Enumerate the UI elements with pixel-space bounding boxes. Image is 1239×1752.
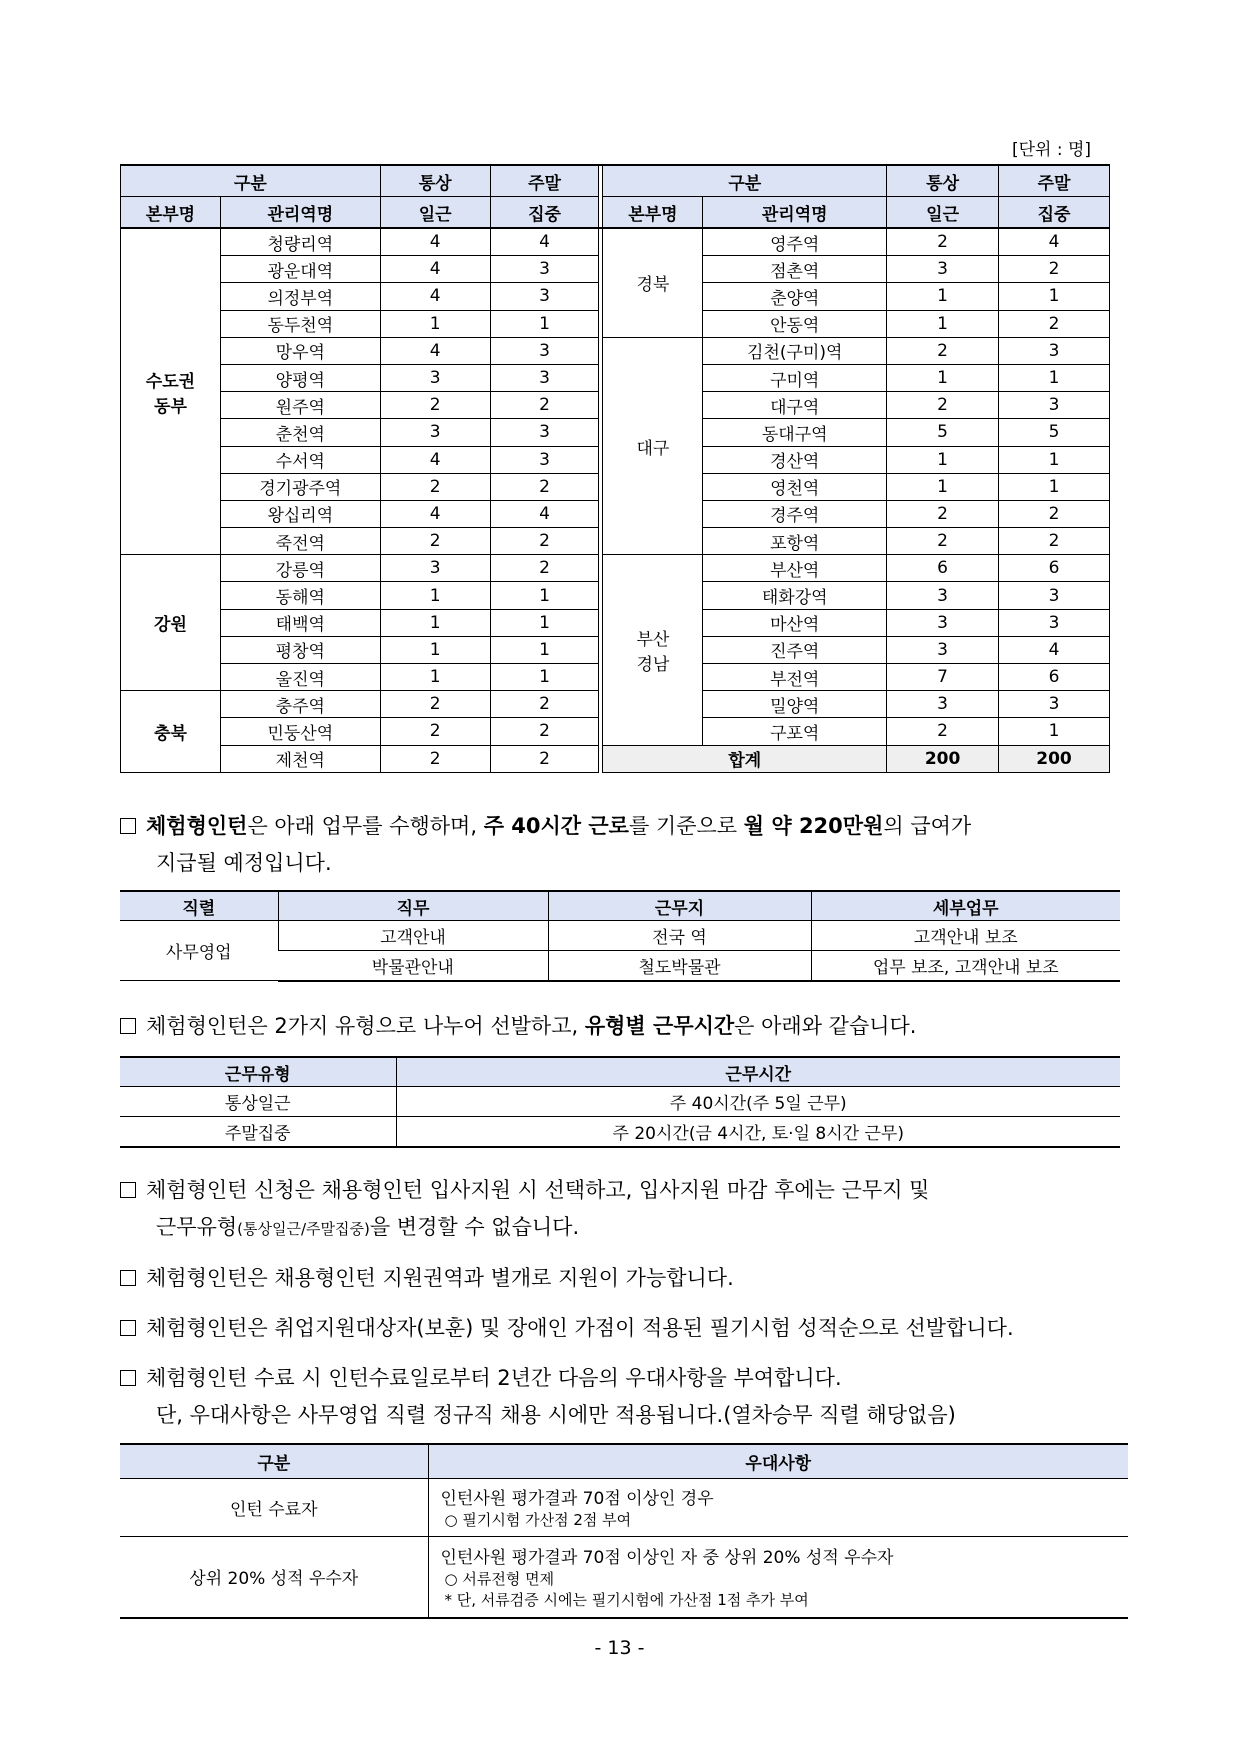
weekend-count-cell: 1	[490, 310, 599, 337]
col-group-header-right: 구분	[603, 165, 887, 197]
hours-time-cell: 주 40시간(주 5일 근무)	[396, 1087, 1120, 1117]
para1-text-4: 를 기준으로	[628, 814, 744, 838]
checkbox-bullet-icon	[120, 1370, 136, 1386]
weekend-count-cell: 3	[999, 582, 1110, 609]
selection-paragraph	[120, 1310, 1014, 1347]
col-station-header: 관리역명	[220, 197, 380, 229]
regular-count-cell: 1	[380, 636, 490, 663]
job-duty-cell: 박물관안내	[278, 951, 548, 981]
table-row	[121, 745, 1110, 772]
para3-text-4: 을 변경할 수 없습니다.	[369, 1215, 580, 1239]
weekend-count-cell: 3	[490, 364, 599, 391]
station-name-cell: 청량리역	[220, 228, 380, 256]
benefit-label-cell: 인턴 수료자	[120, 1478, 428, 1536]
checkbox-bullet-icon	[120, 1018, 136, 1034]
station-name-cell: 평창역	[220, 636, 380, 663]
regular-count-cell: 3	[887, 691, 999, 718]
job-col-location: 근무지	[548, 891, 811, 921]
station-name-cell: 춘양역	[703, 283, 887, 310]
hours-col-type: 근무유형	[120, 1057, 396, 1087]
regular-count-cell: 2	[887, 500, 999, 527]
para1-bold-1: 체험형인턴	[146, 814, 248, 838]
col-weekend-sub-header-right: 집중	[999, 197, 1110, 229]
station-name-cell: 밀양역	[703, 691, 887, 718]
station-name-cell: 경주역	[703, 500, 887, 527]
regular-count-cell: 3	[887, 256, 999, 283]
job-duty-cell: 고객안내	[278, 921, 548, 951]
job-col-duty: 직무	[278, 891, 548, 921]
job-detail-cell: 고객안내 보조	[811, 921, 1120, 951]
benefit-line: * 단, 서류검증 시에는 필기시험에 가산점 1점 추가 부여	[444, 1591, 809, 1610]
regular-count-cell: 2	[887, 337, 999, 364]
weekend-count-cell: 2	[490, 555, 599, 582]
regular-count-cell: 2	[887, 718, 999, 745]
station-name-cell: 점촌역	[703, 256, 887, 283]
weekend-count-cell: 2	[490, 718, 599, 745]
weekend-count-cell: 2	[999, 310, 1110, 337]
regular-count-cell: 3	[380, 419, 490, 446]
para2-text-3: 은 아래와 같습니다.	[734, 1014, 917, 1038]
weekend-count-cell: 1	[490, 636, 599, 663]
regular-count-cell: 2	[887, 228, 999, 256]
station-name-cell: 동두천역	[220, 310, 380, 337]
regular-count-cell: 2	[380, 691, 490, 718]
job-location-cell: 전국 역	[548, 921, 811, 951]
para3-text-1: 체험형인턴 신청은 채용형인턴 입사지원 시 선택하고, 입사지원 마감 후에는 근무지 및	[146, 1178, 930, 1202]
station-name-cell: 민둥산역	[220, 718, 380, 745]
station-name-cell: 울진역	[220, 664, 380, 691]
col-weekend-header-right: 주말	[999, 165, 1110, 197]
para2-text-1: 체험형인턴은 2가지 유형으로 나누어 선발하고,	[146, 1014, 585, 1038]
regular-count-cell: 3	[887, 582, 999, 609]
weekend-count-cell: 2	[490, 473, 599, 500]
regular-count-cell: 1	[887, 283, 999, 310]
col-regular-header-right: 통상	[887, 165, 999, 197]
work-hours-table	[120, 1056, 1120, 1148]
regular-count-cell: 3	[380, 364, 490, 391]
regular-count-cell: 4	[380, 337, 490, 364]
col-hq-header: 본부명	[121, 197, 221, 229]
regular-count-cell: 4	[380, 256, 490, 283]
weekend-count-cell: 1	[999, 283, 1110, 310]
col-station-header-right: 관리역명	[703, 197, 887, 229]
weekend-count-cell: 2	[999, 256, 1110, 283]
weekend-count-cell: 5	[999, 419, 1110, 446]
station-name-cell: 강릉역	[220, 555, 380, 582]
benefit-table	[120, 1443, 1128, 1619]
station-name-cell: 영천역	[703, 473, 887, 500]
weekend-count-cell: 4	[490, 228, 599, 256]
regular-count-cell: 3	[380, 555, 490, 582]
table-row	[121, 555, 1110, 582]
weekend-count-cell: 3	[999, 691, 1110, 718]
col-regular-sub-header: 일근	[380, 197, 490, 229]
station-name-cell: 춘천역	[220, 419, 380, 446]
hours-type-cell: 주말집중	[120, 1117, 396, 1147]
regular-count-cell: 2	[380, 745, 490, 772]
col-group-header-left: 구분	[121, 165, 381, 197]
station-name-cell: 구미역	[703, 364, 887, 391]
separate-apply-paragraph	[120, 1260, 734, 1297]
weekend-count-cell: 1	[999, 364, 1110, 391]
weekend-count-cell: 3	[999, 392, 1110, 419]
hours-time-cell: 주 20시간(금 4시간, 토·일 8시간 근무)	[396, 1117, 1120, 1147]
hours-col-time: 근무시간	[396, 1057, 1120, 1087]
regular-count-cell: 7	[887, 664, 999, 691]
page-number: - 13 -	[594, 1637, 645, 1659]
table-row	[121, 337, 1110, 364]
station-name-cell: 구포역	[703, 718, 887, 745]
station-name-cell: 수서역	[220, 446, 380, 473]
unit-label: [단위 : 명]	[1012, 140, 1092, 160]
regular-count-cell: 4	[380, 228, 490, 256]
checkbox-bullet-icon	[120, 1320, 136, 1336]
weekend-count-cell: 2	[490, 745, 599, 772]
benefit-paragraph	[120, 1360, 956, 1434]
work-type-paragraph	[120, 1008, 917, 1045]
station-name-cell: 원주역	[220, 392, 380, 419]
para1-text-7: 지급될 예정입니다.	[156, 851, 332, 875]
station-name-cell: 진주역	[703, 636, 887, 663]
station-name-cell: 마산역	[703, 609, 887, 636]
job-detail-cell: 업무 보조, 고객안내 보조	[811, 951, 1120, 981]
regular-count-cell: 2	[380, 392, 490, 419]
station-name-cell: 동대구역	[703, 419, 887, 446]
weekend-count-cell: 1	[490, 609, 599, 636]
total-regular-cell: 200	[887, 745, 999, 772]
regular-count-cell: 3	[887, 609, 999, 636]
col-weekend-header-left: 주말	[490, 165, 599, 197]
weekend-count-cell: 3	[490, 419, 599, 446]
weekend-count-cell: 6	[999, 664, 1110, 691]
weekend-count-cell: 1	[999, 473, 1110, 500]
station-name-cell: 부산역	[703, 555, 887, 582]
job-table	[120, 890, 1120, 982]
hq-cell: 대구	[603, 337, 703, 555]
hq-cell: 충북	[121, 691, 221, 773]
benefit-line: ○ 서류전형 면제	[444, 1570, 555, 1589]
regular-count-cell: 2	[887, 528, 999, 555]
benefit-detail-cell	[428, 1478, 1128, 1536]
weekend-count-cell: 2	[490, 691, 599, 718]
regular-count-cell: 5	[887, 419, 999, 446]
weekend-count-cell: 3	[490, 256, 599, 283]
regular-count-cell: 1	[887, 364, 999, 391]
station-name-cell: 부전역	[703, 664, 887, 691]
benefit-line: 인턴사원 평가결과 70점 이상인 경우	[440, 1489, 714, 1509]
hq-cell: 수도권 동부	[121, 228, 221, 555]
para1-text-2: 은 아래 업무를 수행하며,	[247, 814, 484, 838]
regular-count-cell: 4	[380, 500, 490, 527]
benefit-detail-cell	[428, 1536, 1128, 1618]
job-col-series: 직렬	[120, 891, 278, 921]
station-name-cell: 광운대역	[220, 256, 380, 283]
regular-count-cell: 2	[887, 392, 999, 419]
weekend-count-cell: 3	[999, 337, 1110, 364]
station-name-cell: 의정부역	[220, 283, 380, 310]
weekend-count-cell: 1	[999, 718, 1110, 745]
total-label-cell: 합계	[603, 745, 887, 772]
total-weekend-cell: 200	[999, 745, 1110, 772]
col-hq-header-right: 본부명	[603, 197, 703, 229]
weekend-count-cell: 1	[490, 664, 599, 691]
para1-bold-3: 주 40시간 근로	[483, 814, 629, 838]
station-name-cell: 양평역	[220, 364, 380, 391]
station-name-cell: 포항역	[703, 528, 887, 555]
regular-count-cell: 2	[380, 473, 490, 500]
regular-count-cell: 1	[887, 446, 999, 473]
station-name-cell: 안동역	[703, 310, 887, 337]
col-regular-sub-header-right: 일근	[887, 197, 999, 229]
station-name-cell: 제천역	[220, 745, 380, 772]
weekend-count-cell: 3	[999, 609, 1110, 636]
para1-bold-5: 월 약 220만원	[743, 814, 884, 838]
weekend-count-cell: 3	[490, 283, 599, 310]
weekend-count-cell: 2	[999, 528, 1110, 555]
station-name-cell: 영주역	[703, 228, 887, 256]
regular-count-cell: 1	[380, 582, 490, 609]
para3-text-3: (통상일근/주말집중)	[237, 1220, 370, 1238]
application-paragraph	[120, 1172, 929, 1248]
station-allocation-table	[120, 164, 1110, 773]
weekend-count-cell: 3	[490, 446, 599, 473]
station-name-cell: 동해역	[220, 582, 380, 609]
para4-text: 체험형인턴은 채용형인턴 지원권역과 별개로 지원이 가능합니다.	[146, 1266, 734, 1290]
checkbox-bullet-icon	[120, 1270, 136, 1286]
regular-count-cell: 2	[380, 528, 490, 555]
weekend-count-cell: 3	[490, 337, 599, 364]
station-name-cell: 김천(구미)역	[703, 337, 887, 364]
weekend-count-cell: 2	[490, 528, 599, 555]
benefit-col-group: 구분	[120, 1444, 428, 1478]
regular-count-cell: 1	[887, 310, 999, 337]
weekend-count-cell: 1	[999, 446, 1110, 473]
checkbox-bullet-icon	[120, 1182, 136, 1198]
regular-count-cell: 6	[887, 555, 999, 582]
para2-bold-2: 유형별 근무시간	[584, 1014, 735, 1038]
regular-count-cell: 2	[380, 718, 490, 745]
para1-text-6: 의 급여가	[883, 814, 972, 838]
regular-count-cell: 1	[887, 473, 999, 500]
weekend-count-cell: 1	[490, 582, 599, 609]
benefit-label-cell: 상위 20% 성적 우수자	[120, 1536, 428, 1618]
weekend-count-cell: 4	[490, 500, 599, 527]
para3-text-2: 근무유형	[156, 1215, 238, 1239]
hq-cell: 강원	[121, 555, 221, 691]
regular-count-cell: 1	[380, 664, 490, 691]
station-name-cell: 경산역	[703, 446, 887, 473]
regular-count-cell: 4	[380, 446, 490, 473]
benefit-line: 인턴사원 평가결과 70점 이상인 자 중 상위 20% 성적 우수자	[440, 1548, 894, 1569]
station-name-cell: 태백역	[220, 609, 380, 636]
benefit-col-benefit: 우대사항	[428, 1444, 1128, 1478]
regular-count-cell: 3	[887, 636, 999, 663]
station-name-cell: 태화강역	[703, 582, 887, 609]
station-name-cell: 대구역	[703, 392, 887, 419]
station-name-cell: 죽전역	[220, 528, 380, 555]
checkbox-bullet-icon	[120, 818, 136, 834]
weekend-count-cell: 2	[490, 392, 599, 419]
benefit-line: ○ 필기시험 가산점 2점 부여	[444, 1511, 632, 1529]
regular-count-cell: 1	[380, 310, 490, 337]
station-name-cell: 경기광주역	[220, 473, 380, 500]
hq-cell: 부산 경남	[603, 555, 703, 745]
weekend-count-cell: 4	[999, 636, 1110, 663]
col-weekend-sub-header: 집중	[490, 197, 599, 229]
job-series-cell: 사무영업	[120, 921, 278, 981]
weekend-count-cell: 2	[999, 500, 1110, 527]
station-name-cell: 충주역	[220, 691, 380, 718]
job-location-cell: 철도박물관	[548, 951, 811, 981]
table-row	[121, 228, 1110, 256]
weekend-count-cell: 4	[999, 228, 1110, 256]
salary-paragraph	[120, 808, 971, 882]
hours-type-cell: 통상일근	[120, 1087, 396, 1117]
hq-cell: 경북	[603, 228, 703, 337]
weekend-count-cell: 6	[999, 555, 1110, 582]
station-name-cell: 망우역	[220, 337, 380, 364]
regular-count-cell: 1	[380, 609, 490, 636]
col-regular-header-left: 통상	[380, 165, 490, 197]
para5-text: 체험형인턴은 취업지원대상자(보훈) 및 장애인 가점이 적용된 필기시험 성적순으로 선발합니다.	[146, 1316, 1014, 1340]
para6-text-1: 체험형인턴 수료 시 인턴수료일로부터 2년간 다음의 우대사항을 부여합니다.	[146, 1366, 842, 1390]
regular-count-cell: 4	[380, 283, 490, 310]
job-col-detail: 세부업무	[811, 891, 1120, 921]
station-name-cell: 왕십리역	[220, 500, 380, 527]
para6-text-2: 단, 우대사항은 사무영업 직렬 정규직 채용 시에만 적용됩니다.(열차승무 직렬 해당없음)	[156, 1403, 956, 1427]
